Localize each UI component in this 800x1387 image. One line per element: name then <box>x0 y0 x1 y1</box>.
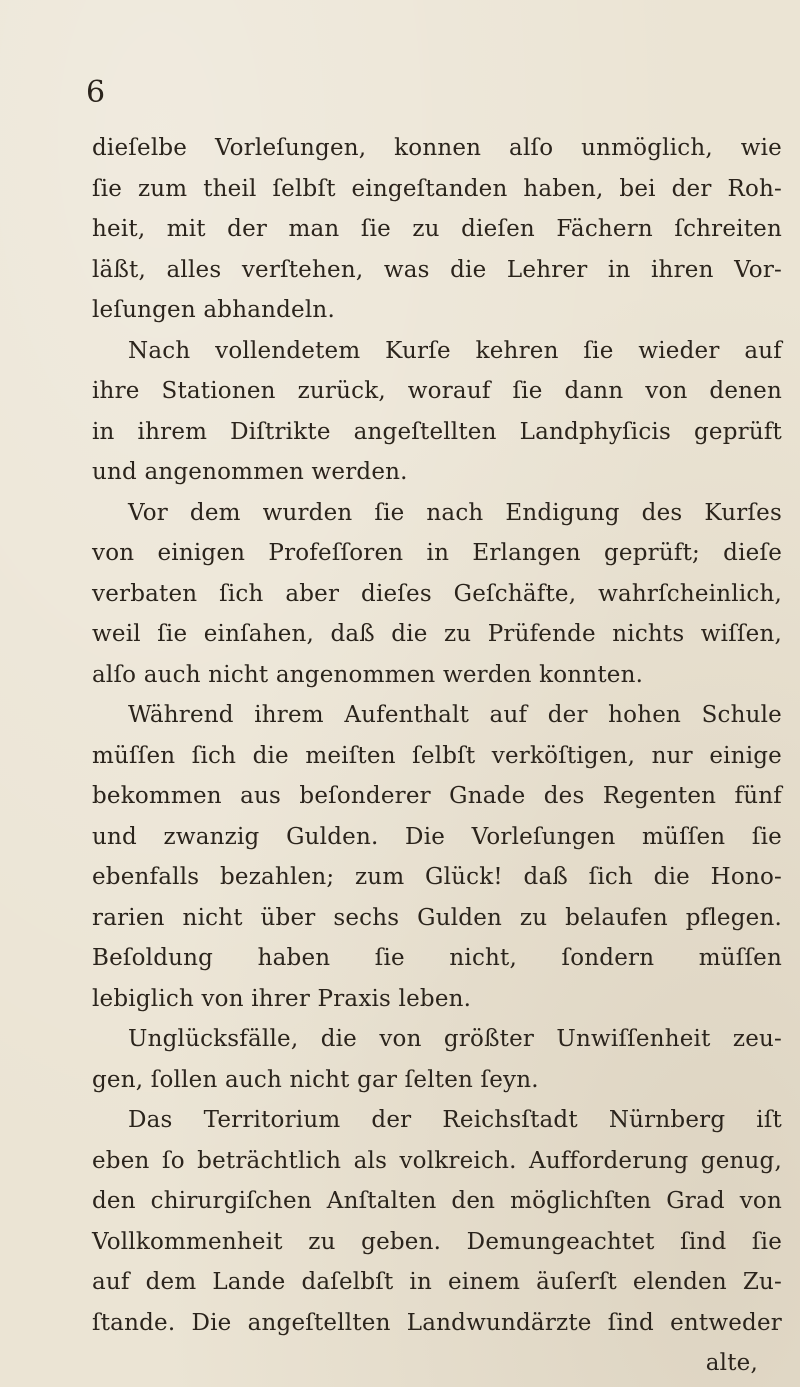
text-line: Beſoldung haben ſie nicht, ſondern müſſen <box>92 945 782 971</box>
text-line: Das Territorium der Reichsſtadt Nürnberg iſt <box>128 1107 782 1133</box>
text-line: alſo auch nicht angenommen werden konnten. <box>92 661 644 688</box>
text-line: von einigen Profeſſoren in Erlangen geprüft; dieſe <box>92 540 782 566</box>
text-line: Vollkommenheit zu geben. Demungeachtet ſind ſie <box>92 1228 782 1255</box>
text-line: auf dem Lande daſelbſt in einem äuſerſt elenden Zu- <box>92 1269 782 1295</box>
text-line: lebiglich von ihrer Praxis leben. <box>92 985 472 1012</box>
text-line: Unglücksfälle, die von größter Unwiſſenheit zeu- <box>128 1026 782 1052</box>
text-line: eben ſo beträchtlich als volkreich. Aufforderung genug, <box>92 1147 782 1174</box>
text-line: weil ſie einſahen, daß die zu Prüfende nichts wiſſen, <box>92 621 782 647</box>
text-line: den chirurgiſchen Anſtalten den möglichſten Grad von <box>92 1188 782 1214</box>
text-line: müſſen ſich die meiſten ſelbſt verköſtigen, nur einige <box>92 742 782 769</box>
body-text <box>92 128 782 1384</box>
text-line: bekommen aus beſonderer Gnade des Regenten fünf <box>92 783 782 809</box>
text-line: dieſelbe Vorleſungen, konnen alſo unmöglich, wie <box>92 135 782 161</box>
catchword: alte, <box>705 1350 758 1376</box>
text-line: gen, ſollen auch nicht gar ſelten ſeyn. <box>92 1066 539 1093</box>
text-line: Während ihrem Aufenthalt auf der hohen Schule <box>128 702 782 728</box>
text-line: Vor dem wurden ſie nach Endigung des Kurſes <box>128 499 782 526</box>
text-line: leſungen abhandeln. <box>92 297 335 323</box>
text-line: rarien nicht über sechs Gulden zu belaufen pflegen. <box>92 904 782 931</box>
text-line: und zwanzig Gulden. Die Vorleſungen müſſen ſie <box>92 823 782 850</box>
text-line: Nach vollendetem Kurſe kehren ſie wieder auf <box>128 337 782 364</box>
page-number: 6 <box>86 75 106 110</box>
text-line: läßt, alles verſtehen, was die Lehrer in ihren Vor- <box>92 256 782 283</box>
text-line: ſie zum theil ſelbſt eingeſtanden haben, bei der Roh- <box>92 175 782 202</box>
text-line: ſtande. Die angeſtellten Landwundärzte ſind entweder <box>92 1309 782 1336</box>
text-line: in ihrem Diſtrikte angeſtellten Landphyſicis geprüft <box>92 418 782 445</box>
text-line: heit, mit der man ſie zu dieſen Fächern ſchreiten <box>92 216 782 242</box>
text-line: ebenfalls bezahlen; zum Glück! daß ſich die Hono- <box>92 864 782 890</box>
text-line: verbaten ſich aber dieſes Geſchäfte, wahrſcheinlich, <box>92 580 782 607</box>
text-line: ihre Stationen zurück, worauf ſie dann von denen <box>92 378 782 404</box>
text-line: und angenommen werden. <box>92 459 408 485</box>
